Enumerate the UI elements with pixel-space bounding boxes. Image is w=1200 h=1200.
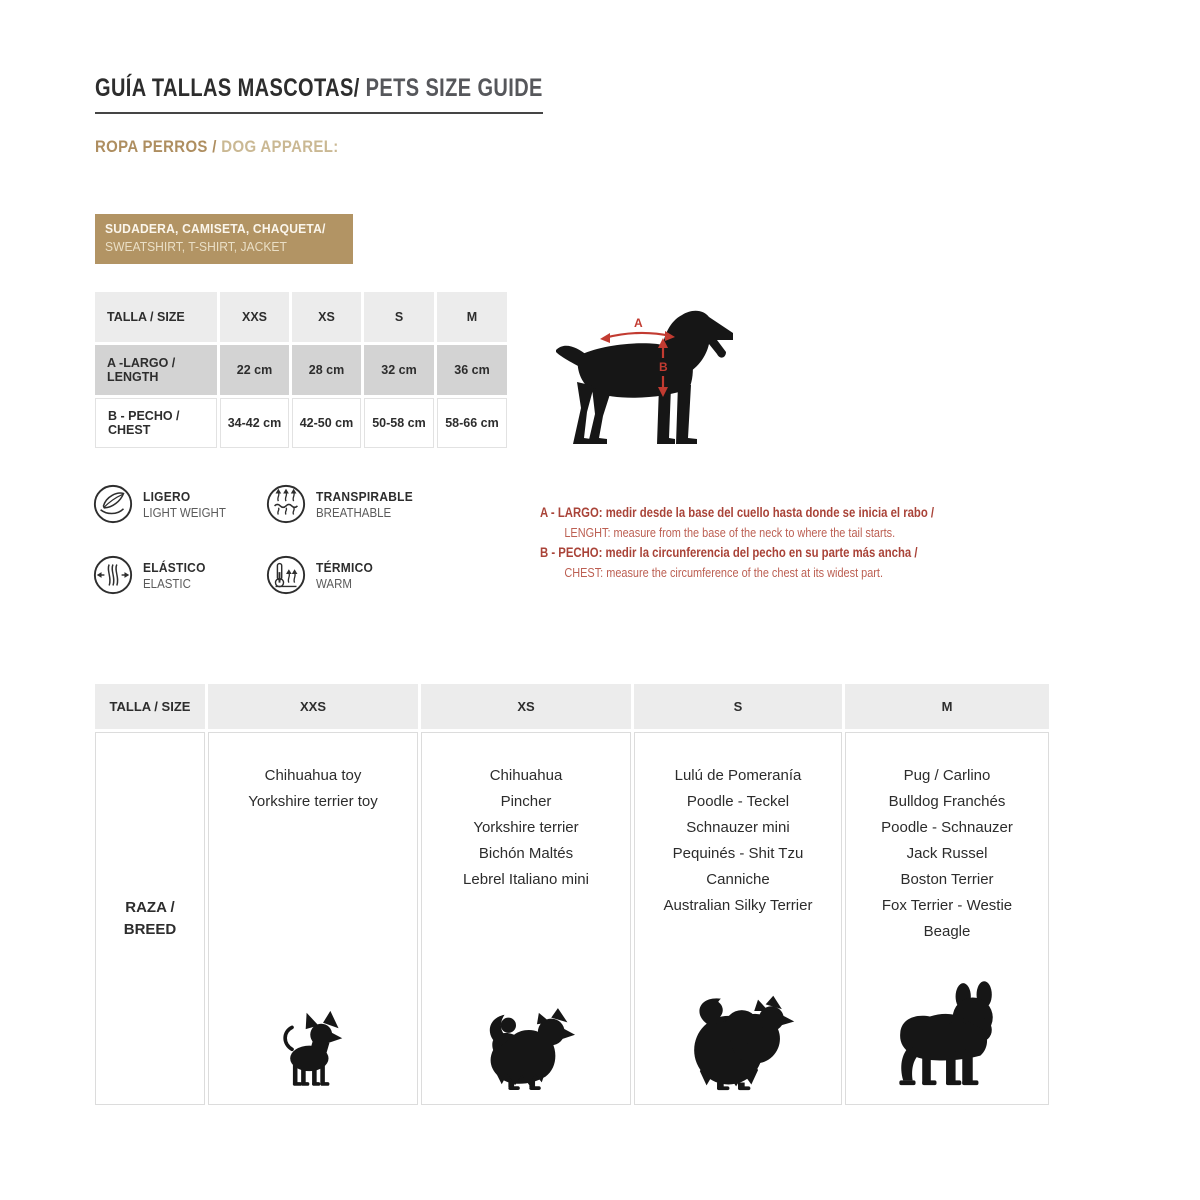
instruction-b-spanish: B - PECHO: medir la circunferencia del pecho en su parte más ancha / (540, 545, 918, 560)
thermometer-icon (265, 554, 307, 596)
feature-lightweight (92, 483, 233, 525)
breed-table-header (95, 684, 1049, 729)
pomeranian-silhouette-icon (677, 991, 799, 1094)
dog-slot-s (677, 991, 799, 1094)
arrow-a-label: A (634, 316, 643, 330)
size-table-header-m: M (437, 292, 507, 342)
page-title-english: PETS SIZE GUIDE (365, 74, 543, 102)
size-table-header-talla: TALLA / SIZE (95, 292, 217, 342)
size-table-chest-m: 58-66 cm (437, 398, 507, 448)
breed-table-body (95, 732, 1049, 1105)
feature-lightweight-label-es: LIGERO (143, 488, 191, 504)
breed-cell-xs (421, 732, 631, 1105)
size-table-row-length-label: A -LARGO / LENGTH (95, 345, 217, 395)
feather-icon (92, 483, 134, 525)
category-banner-line2: SWEATSHIRT, T-SHIRT, JACKET (105, 239, 287, 254)
size-table-length-m: 36 cm (437, 345, 507, 395)
breed-row-label-line2: BREED (123, 920, 177, 938)
feature-lightweight-label-en: LIGHT WEIGHT (143, 505, 226, 520)
feature-elastic (92, 554, 211, 596)
breed-header-m: M (845, 684, 1049, 729)
instruction-b-english: CHEST: measure the circumference of the chest at its widest part. (564, 565, 883, 580)
size-table-length-xs: 28 cm (292, 345, 361, 395)
size-table-header-xs: XS (292, 292, 361, 342)
feature-warm (265, 554, 378, 596)
long-haired-chihuahua-silhouette-icon (476, 1006, 576, 1094)
dog-slot-xxs (280, 1010, 346, 1094)
size-table-header-xxs: XXS (220, 292, 289, 342)
page-title-spanish: GUÍA TALLAS MASCOTAS/ (95, 74, 360, 102)
dog-slot-xs (476, 1006, 576, 1094)
breed-header-talla: TALLA / SIZE (95, 684, 205, 729)
breathable-icon (265, 483, 307, 525)
size-table (95, 292, 507, 448)
measuring-instructions (540, 503, 977, 583)
size-table-chest-xs: 42-50 cm (292, 398, 361, 448)
breed-cell-xxs (208, 732, 418, 1105)
feature-warm-label-en: WARM (316, 576, 352, 591)
breed-header-xs: XS (421, 684, 631, 729)
category-banner (95, 214, 353, 264)
measure-diagram (550, 292, 750, 467)
instruction-a-english: LENGHT: measure from the base of the neck to where the tail starts. (564, 525, 896, 540)
feature-elastic-label-es: ELÁSTICO (143, 559, 206, 575)
size-table-chest-s: 50-58 cm (364, 398, 434, 448)
subtitle-english: DOG APPAREL: (221, 137, 339, 156)
feature-breathable-label-en: BREATHABLE (316, 505, 392, 520)
breed-list-s: Lulú de Pomeranía Poodle - Teckel Schnauzer mini Pequinés - Shit Tzu Canniche Australian Silky Terrier (663, 767, 813, 914)
feature-breathable (265, 483, 421, 525)
arrow-b-label: B (659, 360, 668, 374)
size-table-header-s: S (364, 292, 434, 342)
feature-warm-label-es: TÉRMICO (316, 559, 374, 575)
feature-elastic-label-en: ELASTIC (143, 576, 191, 591)
size-table-length-xxs: 22 cm (220, 345, 289, 395)
french-bulldog-silhouette-icon (886, 981, 1008, 1094)
category-banner-line1: SUDADERA, CAMISETA, CHAQUETA/ (105, 221, 326, 236)
breed-row-label-line1: RAZA / (125, 898, 175, 916)
feature-breathable-label-es: TRANSPIRABLE (316, 488, 414, 504)
breed-row-label (95, 732, 205, 1105)
breed-list-xs: Chihuahua Pincher Yorkshire terrier Bichón Maltés Lebrel Italiano mini (463, 767, 589, 888)
breed-header-xxs: XXS (208, 684, 418, 729)
chihuahua-silhouette-icon (280, 1010, 346, 1094)
labrador-silhouette-icon (550, 292, 750, 462)
breed-cell-s (634, 732, 842, 1105)
page-subtitle (95, 137, 339, 157)
breed-list-xxs: Chihuahua toy Yorkshire terrier toy (248, 767, 378, 810)
breed-header-s: S (634, 684, 842, 729)
elastic-icon (92, 554, 134, 596)
breed-cell-m (845, 732, 1049, 1105)
size-table-length-s: 32 cm (364, 345, 434, 395)
breed-list-m: Pug / Carlino Bulldog Franchés Poodle - Schnauzer Jack Russel Boston Terrier Fox Terrier - Westie Beagle (881, 767, 1013, 940)
subtitle-spanish: ROPA PERROS / (95, 137, 217, 156)
instruction-a-spanish: A - LARGO: medir desde la base del cuello hasta donde se inicia el rabo / (540, 505, 935, 520)
page-title (95, 74, 543, 114)
dog-slot-m (886, 981, 1008, 1094)
size-table-row-chest-label: B - PECHO / CHEST (95, 398, 217, 448)
size-table-chest-xxs: 34-42 cm (220, 398, 289, 448)
